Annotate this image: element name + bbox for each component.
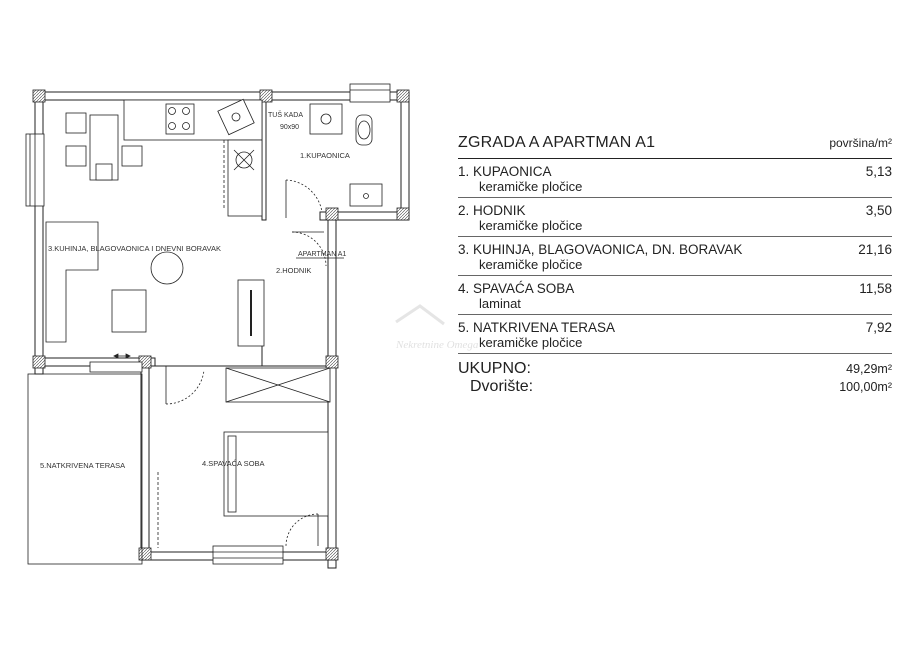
wardrobe [226, 280, 330, 402]
label-kuhinja: 3.KUHINJA, BLAGOVAONICA I DNEVNI BORAVAK [48, 244, 221, 253]
table-row [458, 159, 892, 198]
yard-row [458, 378, 892, 396]
area-table [458, 134, 892, 396]
total-row [458, 360, 892, 378]
yard-value: 100,00m² [839, 380, 892, 394]
total-label: UKUPNO: [458, 360, 531, 377]
label-tus-kada: TUŠ KADA [268, 112, 304, 119]
label-tus-kada-size: 90x90 [280, 124, 300, 131]
columns [33, 90, 409, 560]
row-label: 2. HODNIK [458, 203, 526, 218]
table-unit: površina/m² [829, 136, 892, 150]
row-label: 4. SPAVAĆA SOBA [458, 281, 575, 296]
row-material: laminat [479, 296, 521, 311]
label-kupaonica: 1.KUPAONICA [300, 151, 350, 160]
row-value: 21,16 [858, 242, 892, 257]
label-spavaca: 4.SPAVAĆA SOBA [202, 459, 265, 468]
row-label: 5. NATKRIVENA TERASA [458, 320, 616, 335]
row-value: 5,13 [865, 164, 892, 179]
table-row [458, 237, 892, 276]
table-title: ZGRADA A APARTMAN A1 [458, 134, 656, 151]
row-label: 1. KUPAONICA [458, 164, 552, 179]
row-material: keramičke pločice [479, 257, 583, 272]
label-hodnik: 2.HODNIK [276, 266, 312, 275]
apartman-tag: APARTMAN A1 [298, 251, 347, 258]
row-material: keramičke pločice [479, 218, 583, 233]
watermark-text: Nekretnine Omega [396, 339, 479, 351]
kitchen-counter [124, 99, 262, 216]
yard-label: Dvorište: [470, 378, 534, 395]
total-value: 49,29m² [846, 362, 892, 376]
row-value: 3,50 [865, 203, 892, 218]
row-material: keramičke pločice [479, 335, 583, 350]
table-row [458, 198, 892, 237]
label-terasa: 5.NATKRIVENA TERASA [40, 461, 126, 470]
row-value: 7,92 [865, 320, 892, 335]
row-label: 3. KUHINJA, BLAGOVAONICA, DN. BORAVAK [458, 242, 743, 257]
table-header [458, 134, 892, 159]
bed [224, 432, 328, 516]
table-row [458, 315, 892, 354]
table-row [458, 276, 892, 315]
living-furniture [46, 222, 183, 342]
row-value: 11,58 [859, 281, 892, 296]
row-material: keramičke pločice [479, 179, 583, 194]
